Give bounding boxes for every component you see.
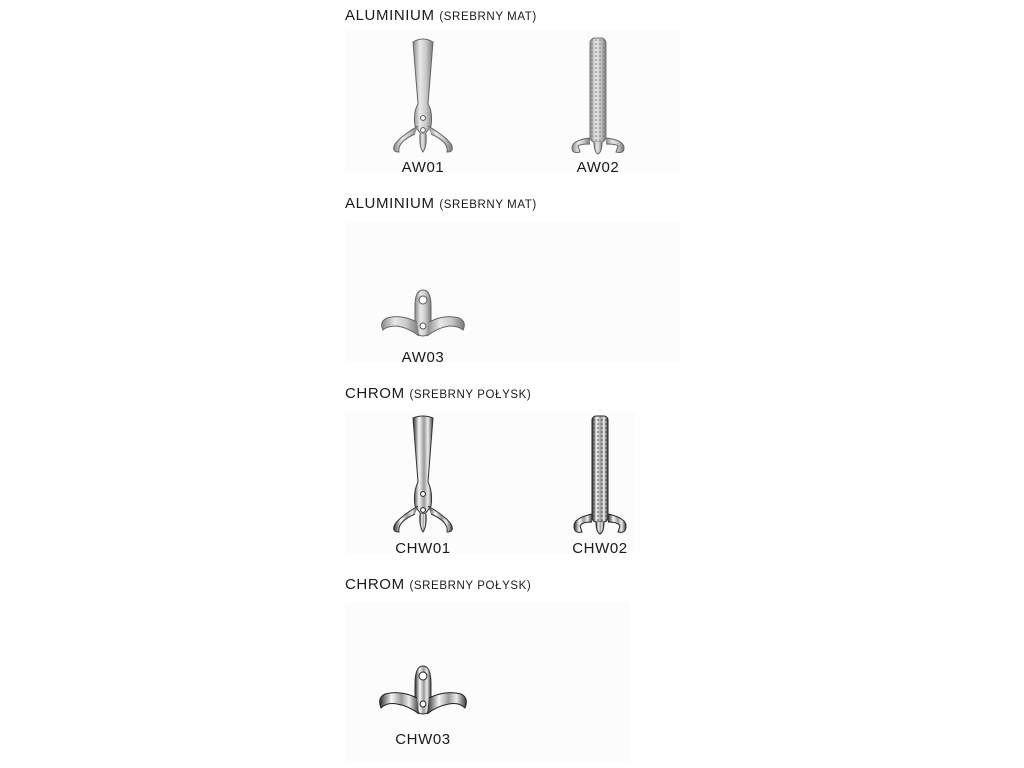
section-finish: (SREBRNY MAT) xyxy=(439,11,537,23)
section-material: ALUMINIUM xyxy=(345,195,435,212)
product-card-chw03[interactable] xyxy=(343,664,503,754)
section-heading-aluminium-2 xyxy=(345,195,537,212)
product-card-aw03[interactable] xyxy=(343,286,503,376)
double-hook-image xyxy=(373,286,473,346)
section-finish: (SREBRNY POŁYSK) xyxy=(409,580,532,592)
product-code: CHW01 xyxy=(395,540,451,557)
product-card-aw02[interactable] xyxy=(518,34,678,180)
section-material: CHROM xyxy=(345,576,405,593)
triple-hook-dotted-image xyxy=(558,34,638,156)
product-card-chw01[interactable] xyxy=(343,414,503,560)
section-material: ALUMINIUM xyxy=(345,7,435,24)
product-code: CHW03 xyxy=(395,731,451,748)
triple-hook-chrome-dotted-image xyxy=(560,414,640,536)
triple-hook-image xyxy=(373,34,473,156)
section-heading-chrom-2 xyxy=(345,576,531,593)
product-code: CHW02 xyxy=(572,540,628,557)
section-finish: (SREBRNY POŁYSK) xyxy=(409,389,532,401)
product-code: AW02 xyxy=(576,159,620,176)
product-card-aw01[interactable] xyxy=(343,34,503,180)
double-hook-chrome-image xyxy=(373,664,473,724)
section-heading-aluminium-1 xyxy=(345,7,537,24)
product-code: AW03 xyxy=(401,349,445,366)
section-heading-chrom-1 xyxy=(345,385,531,402)
section-material: CHROM xyxy=(345,385,405,402)
section-finish: (SREBRNY MAT) xyxy=(439,199,537,211)
product-code: AW01 xyxy=(401,159,445,176)
product-card-chw02[interactable] xyxy=(520,414,680,560)
triple-hook-chrome-image xyxy=(373,414,473,536)
